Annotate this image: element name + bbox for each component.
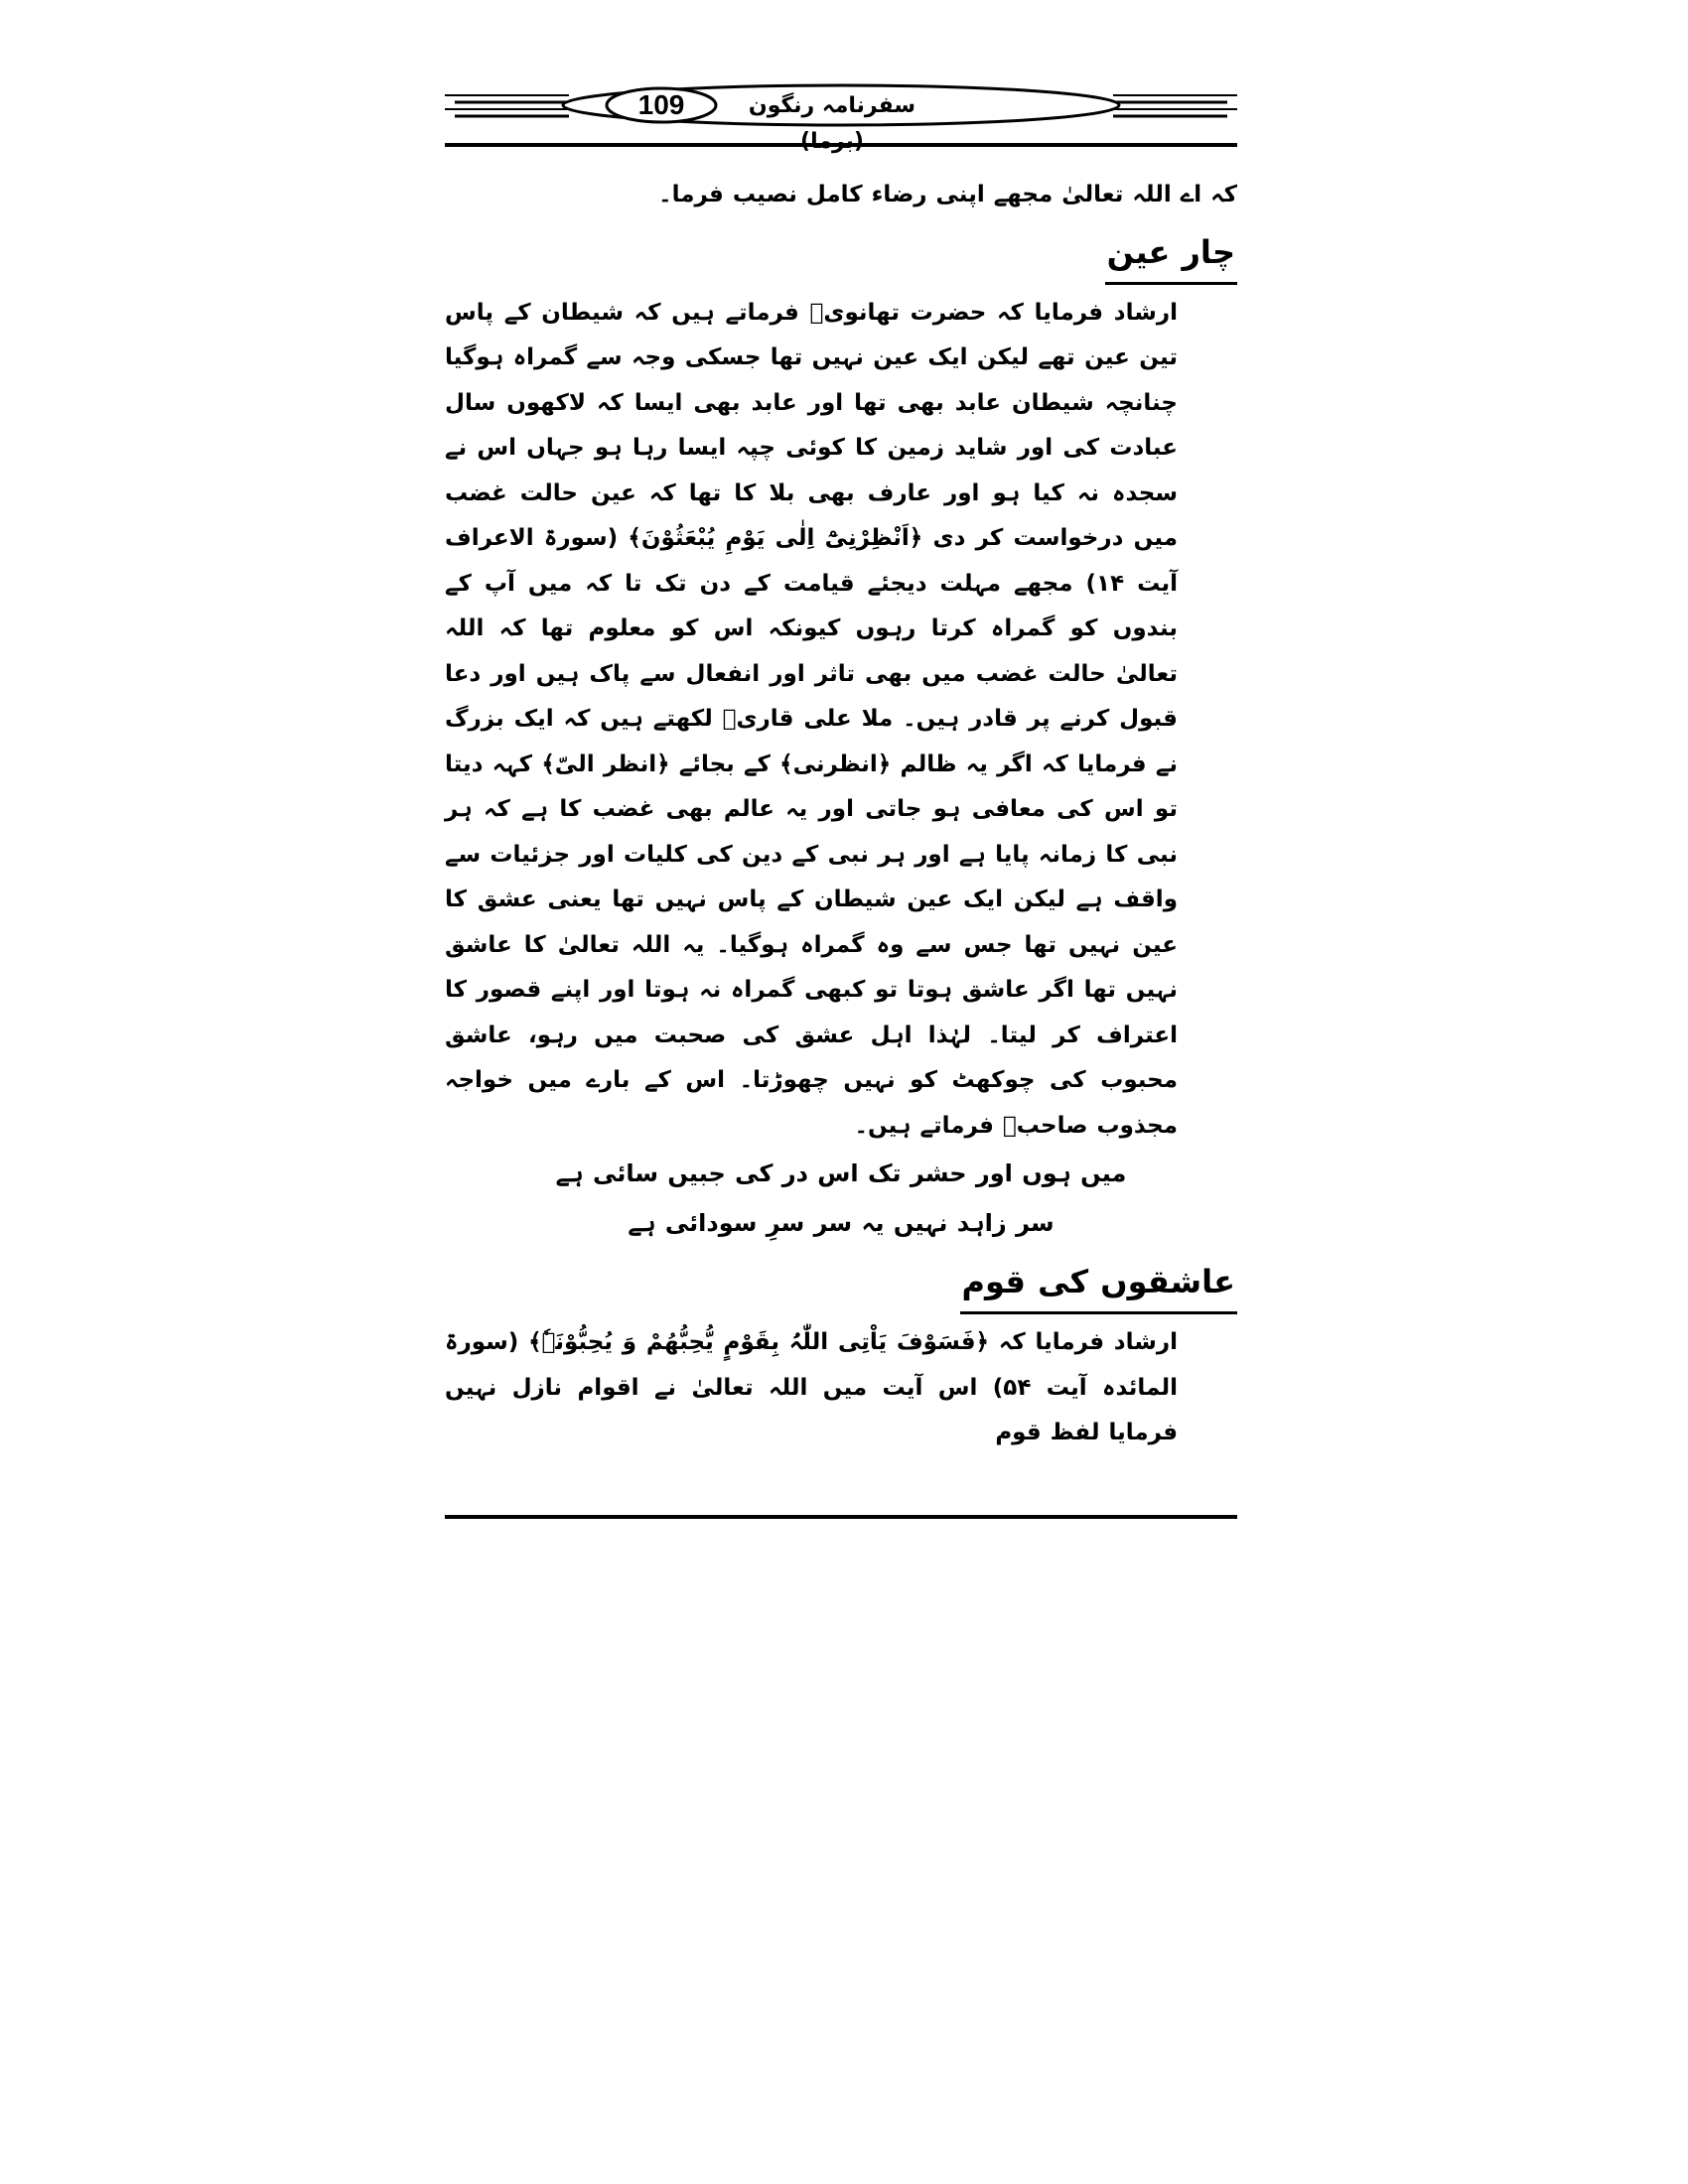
section-heading-row	[445, 1248, 1237, 1320]
page-body	[445, 173, 1237, 1456]
footer-rule	[445, 1515, 1237, 1519]
paragraph: ارشاد فرمایا کہ ﴿فَسَوْفَ یَاْتِی اللّٰہُ بِقَوْمٍ یُّحِبُّھُمْ وَ یُحِبُّوْنَہٗ﴾ (سورۃ المائدہ آیت ۵۴) اس آیت میں اللہ تعالیٰ نے اقوام نازل نہیں فرمایا لفظ قوم	[445, 1329, 1179, 1445]
section-heading: عاشقوں کی قوم	[960, 1252, 1237, 1314]
poem-verse: سر زاہد نہیں یہ سر سرِ سودائی ہے	[628, 1209, 1055, 1237]
section-heading: چار عین	[1105, 222, 1237, 285]
paragraph: ارشاد فرمایا کہ حضرت تھانویؒ فرماتے ہیں کہ شیطان کے پاس تین عین تھے لیکن ایک عین نہیں تھا جسکی وجہ سے گمراہ ہوگیا چنانچہ شیطان عابد بھی تھا اور عابد بھی ایسا کہ لاکھوں سال عبادت کی اور شاید زمین کا کوئی چپہ ایسا رہا ہو جہاں اس نے سجدہ نہ کیا ہو اور عارف بھی بلا کا تھا کہ عین حالت غضب میں درخواست کر دی ﴿اَنْظِرْنِیْٓ اِلٰی یَوْمِ یُبْعَثُوْنَ﴾ (سورۃ الاعراف آیت ۱۴) مجھے مہلت دیجئے قیامت کے دن تک تا کہ میں آپ کے بندوں کو گمراہ کرتا رہوں کیونکہ اس کو معلوم تھا کہ اللہ تعالیٰ حالت غضب میں بھی تاثر اور انفعال سے پاک ہیں اور دعا قبول کرنے پر قادر ہیں۔ ملا علی قاریؒ لکھتے ہیں کہ ایک بزرگ نے فرمایا کہ اگر یہ ظالم ﴿انظرنی﴾ کے بجائے ﴿انظر الیّ﴾ کہہ دیتا تو اس کی معافی ہو جاتی اور یہ عالم بھی غضب کا ہے کہ ہر نبی کا زمانہ پایا ہے اور ہر نبی کے دین کی کلیات اور جزئیات سے واقف ہے لیکن ایک عین شیطان کے پاس نہیں تھا یعنی عشق کا عین نہیں تھا جس سے وہ گمراہ ہوگیا۔ یہ اللہ تعالیٰ کا عاشق نہیں تھا اگر عاشق ہوتا تو کبھی گمراہ نہ ہوتا اور اپنے قصور کا اعتراف کر لیتا۔ لہٰذا اہل عشق کی صحبت میں رہو، عاشق محبوب کی چوکھٹ کو نہیں چھوڑتا۔ اس کے بارے میں خواجہ مجذوب صاحبؒ فرماتے ہیں۔	[445, 299, 1178, 1139]
page-header	[445, 83, 1237, 153]
section-heading-row	[445, 218, 1237, 291]
intro-line: کہ اے اللہ تعالیٰ مجھے اپنی رضاء کامل نصیب فرما۔	[658, 182, 1237, 207]
book-page	[445, 83, 1237, 1543]
page-number: 109	[637, 89, 685, 120]
poem-verse: میں ہوں اور حشر تک اس در کی جبیں سائی ہے	[555, 1160, 1127, 1187]
book-title: سفرنامہ رنگون (برما)	[748, 93, 916, 154]
